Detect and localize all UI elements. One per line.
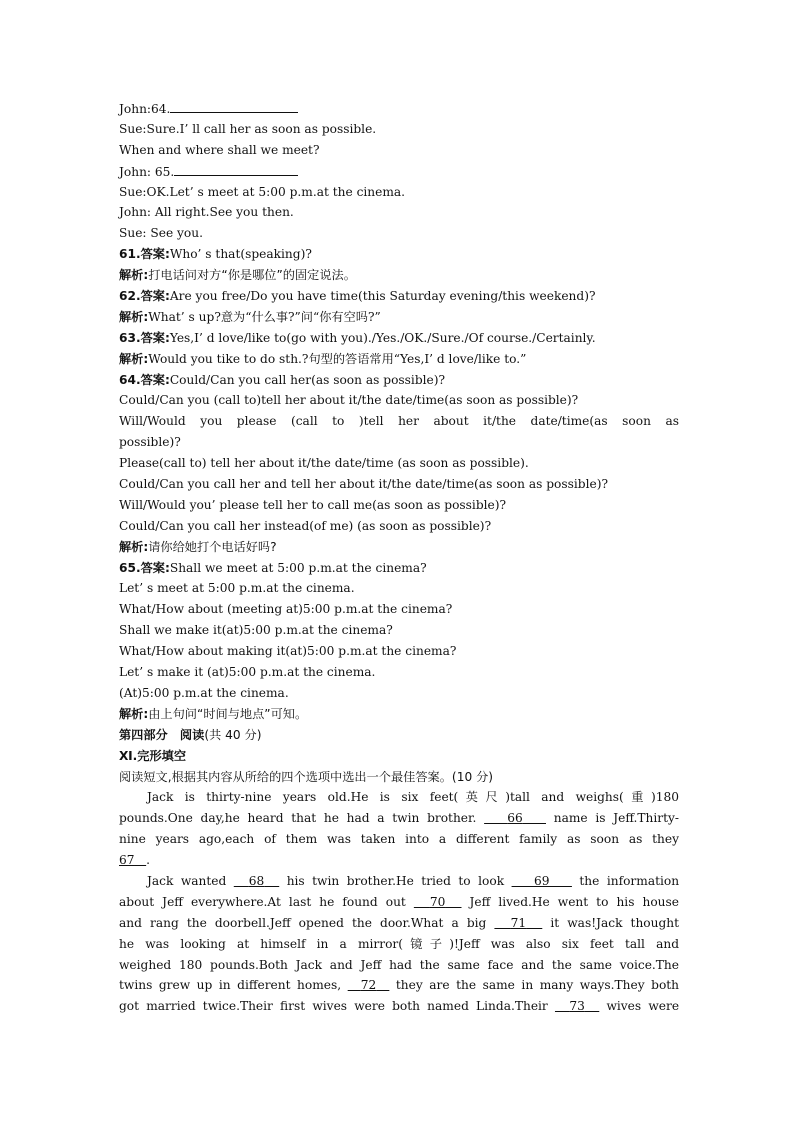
dialogue-line: Sue: See you. <box>119 226 203 241</box>
answer-65-alt: (At)5:00 p.m.at the cinema. <box>119 685 289 700</box>
answer-65-alt: What/How about making it(at)5:00 p.m.at the cinema? <box>119 644 457 659</box>
answer-64-alt: Could/Can you call her instead(of me) (as soon as possible)? <box>119 518 492 533</box>
answer-65 <box>119 558 679 579</box>
blank-number: 70 <box>429 894 446 909</box>
explanation-label: 解析: <box>119 309 149 324</box>
passage-text: twins grew up in different homes, <box>119 978 342 993</box>
answer-blank-64 <box>170 98 298 113</box>
answer-text: Are you free/Do you have time(this Saturday evening/this weekend)? <box>169 289 596 304</box>
blank-69 <box>512 874 572 888</box>
passage-line <box>119 975 679 996</box>
answer-text: Who’ s that(speaking)? <box>169 247 312 262</box>
blank-number: 72 <box>360 978 377 993</box>
passage-text: wives were <box>606 999 680 1014</box>
answer-text: Could/Can you call her(as soon as possible)? <box>169 372 446 387</box>
answer-65-alt: What/How about (meeting at)5:00 p.m.at the cinema? <box>119 602 453 617</box>
passage-line <box>119 871 679 892</box>
answer-65-alt: Let’ s make it (at)5:00 p.m.at the cinema. <box>119 665 376 680</box>
blank-66 <box>484 811 546 825</box>
answer-65-alt: Shall we make it(at)5:00 p.m.at the cinema? <box>119 623 393 638</box>
explanation-65 <box>119 704 679 725</box>
passage-text: it was!Jack thought <box>550 915 680 930</box>
blank-number: 69 <box>533 873 550 888</box>
passage-line: he was looking at himself in a mirror(镜子)!Jeff was also six feet tall and <box>119 936 679 951</box>
cloze-instruction: 阅读短文,根据其内容从所给的四个选项中选出一个最佳答案。(10 分) <box>119 769 494 784</box>
explanation-text: Would you tike to do sth.?句型的答语常用“Yes,I’ d love/like to.” <box>148 351 527 366</box>
explanation-label: 解析: <box>119 351 149 366</box>
answer-label: 62.答案: <box>119 289 170 304</box>
explanation-61 <box>119 265 679 286</box>
explanation-text: What’ s up?意为“什么事?”问“你有空吗?” <box>148 309 381 324</box>
answer-62 <box>119 286 679 307</box>
part-title: 第四部分 阅读 <box>119 727 205 742</box>
answer-text: Yes,I’ d love/like to(go with you)./Yes./OK./Sure./Of course./Certainly. <box>169 330 596 345</box>
answer-label: 65.答案: <box>119 560 170 575</box>
blank-71 <box>494 916 542 930</box>
explanation-text: 由上句问“时间与地点”可知。 <box>148 706 308 721</box>
answer-64-alt: Could/Can you call her and tell her about it/the date/time(as soon as possible)? <box>119 477 608 492</box>
document-page <box>119 98 679 1017</box>
dialogue-line-64 <box>119 98 679 119</box>
passage-text: they are the same in many ways.They both <box>395 978 680 993</box>
explanation-text: 请你给她打个电话好吗? <box>148 539 277 554</box>
explanation-label: 解析: <box>119 706 149 721</box>
answer-64-alt: Will/Would you’ please tell her to call me(as soon as possible)? <box>119 497 507 512</box>
answer-64-alt: Please(call to) tell her about it/the date/time (as soon as possible). <box>119 456 529 471</box>
dialogue-line: Sue:OK.Let’ s meet at 5:00 p.m.at the cinema. <box>119 184 406 199</box>
blank-68 <box>234 874 279 888</box>
answer-label: 61.答案: <box>119 247 170 262</box>
passage-text: Jeff lived.He went to his house <box>469 894 679 909</box>
dialogue-line: Sue:Sure.I’ ll call her as soon as possible. <box>119 121 377 136</box>
passage-line <box>119 892 679 913</box>
blank-67 <box>119 853 146 867</box>
passage-line <box>119 808 679 829</box>
answer-blank-65 <box>174 161 298 176</box>
answer-64-alt: possible)? <box>119 435 181 450</box>
passage-text: about Jeff everywhere.At last he found out <box>119 894 406 909</box>
passage-text: got married twice.Their first wives were both named Linda.Their <box>119 999 548 1014</box>
blank-number: 67 <box>119 853 135 868</box>
blank-number: 68 <box>248 873 265 888</box>
dialogue-line: When and where shall we meet? <box>119 142 320 157</box>
blank-72 <box>348 978 390 992</box>
cloze-heading: Ⅺ.完形填空 <box>119 748 187 763</box>
answer-label: 64.答案: <box>119 372 170 387</box>
blank-73 <box>555 999 599 1013</box>
passage-line: weighed 180 pounds.Both Jack and Jeff had the same face and the same voice.The <box>119 957 679 972</box>
answer-64-alt: Will/Would you please (call to )tell her about it/the date/time(as soon as <box>119 414 679 429</box>
answer-64 <box>119 370 679 391</box>
passage-line <box>119 913 679 934</box>
dialogue-line-65 <box>119 161 679 182</box>
passage-text: . <box>146 853 151 868</box>
part-score: (共 40 分) <box>204 727 262 742</box>
passage-text: pounds.One day,he heard that he had a twin brother. <box>119 811 477 826</box>
passage-line <box>119 850 679 871</box>
passage-line <box>119 996 679 1017</box>
explanation-text: 打电话问对方“你是哪位”的固定说法。 <box>148 268 356 283</box>
explanation-64 <box>119 537 679 558</box>
answer-64-alt: Could/Can you (call to)tell her about it/the date/time(as soon as possible)? <box>119 393 579 408</box>
explanation-label: 解析: <box>119 539 149 554</box>
blank-70 <box>414 895 462 909</box>
passage-line: nine years ago,each of them was taken into a different family as soon as they <box>119 832 679 847</box>
answer-61 <box>119 244 679 265</box>
passage-line: Jack is thirty-nine years old.He is six feet(英尺)tall and weighs(重)180 <box>147 790 679 805</box>
speaker-text: John: 65. <box>119 164 175 179</box>
answer-65-alt: Let’ s meet at 5:00 p.m.at the cinema. <box>119 581 355 596</box>
answer-63 <box>119 328 679 349</box>
dialogue-line: John: All right.See you then. <box>119 205 294 220</box>
explanation-63 <box>119 349 679 370</box>
passage-text: name is Jeff.Thirty- <box>553 811 680 826</box>
explanation-label: 解析: <box>119 268 149 283</box>
blank-number: 71 <box>510 915 527 930</box>
answer-text: Shall we meet at 5:00 p.m.at the cinema? <box>169 560 427 575</box>
blank-number: 73 <box>569 999 585 1014</box>
speaker-text: John:64. <box>119 102 171 116</box>
part-heading <box>119 725 679 746</box>
passage-text: the information <box>579 873 680 888</box>
explanation-62 <box>119 307 679 328</box>
passage-text: Jack wanted <box>147 873 227 888</box>
passage-text: and rang the doorbell.Jeff opened the door.What a big <box>119 915 487 930</box>
answer-label: 63.答案: <box>119 330 170 345</box>
blank-number: 66 <box>507 811 523 826</box>
passage-text: his twin brother.He tried to look <box>286 873 505 888</box>
